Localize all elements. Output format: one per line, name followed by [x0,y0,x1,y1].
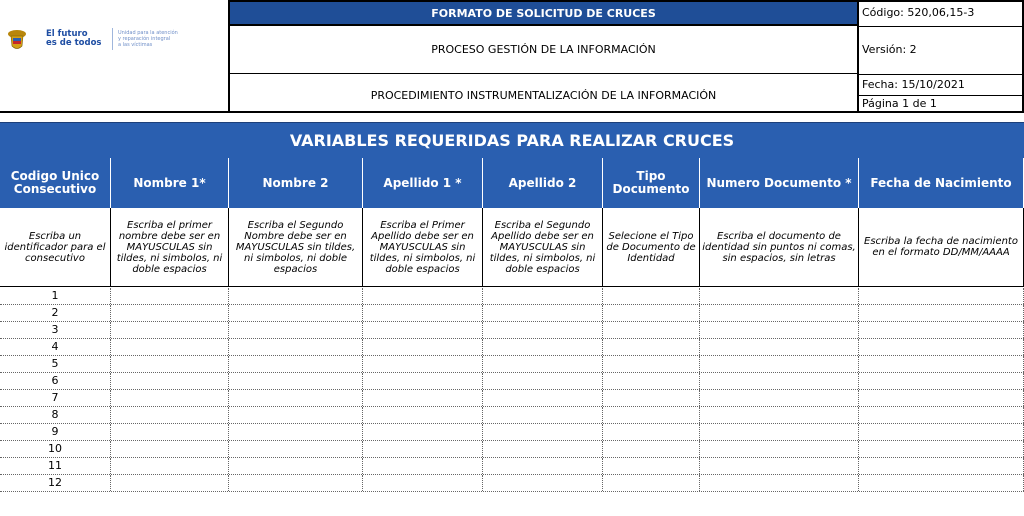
table-cell[interactable] [229,407,363,423]
table-cell[interactable] [229,441,363,457]
table-cell[interactable] [483,458,603,474]
table-cell[interactable] [229,339,363,355]
logo-slogan-line2: es de todos [46,38,102,48]
page-field: Página 1 de 1 [857,95,1024,113]
column-description-6: Selecione el Tipo de Documento de Identidad [603,208,700,287]
table-cell[interactable] [603,441,700,457]
table-cell[interactable] [700,322,859,338]
table-cell[interactable] [229,305,363,321]
table-cell[interactable] [483,373,603,389]
row-number-cell[interactable]: 9 [0,424,111,440]
process-name: PROCESO GESTIÓN DE LA INFORMACIÓN [228,26,857,74]
table-cell[interactable] [483,424,603,440]
table-cell[interactable] [859,407,1024,423]
table-cell[interactable] [700,305,859,321]
table-cell[interactable] [111,475,229,491]
table-row [0,407,1024,424]
table-cell[interactable] [111,390,229,406]
table-cell[interactable] [111,458,229,474]
column-description-2: Escriba el primer nombre debe ser en MAYUSCULAS sin tildes, ni simbolos, ni doble espacios [111,208,229,287]
table-cell[interactable] [111,441,229,457]
date-field: Fecha: 15/10/2021 [857,74,1024,95]
table-cell[interactable] [363,305,483,321]
table-row [0,339,1024,356]
column-description-3: Escriba el Segundo Nombre debe ser en MAYUSCULAS sin tildes, ni simbolos, ni doble espacios [229,208,363,287]
row-number-cell[interactable]: 1 [0,288,111,304]
column-header-8: Fecha de Nacimiento [859,158,1024,208]
column-header-4: Apellido 1 * [363,158,483,208]
table-cell[interactable] [603,339,700,355]
logo-slogan-line1: El futuro [46,29,88,39]
row-number-cell[interactable]: 10 [0,441,111,457]
table-cell[interactable] [229,373,363,389]
column-description-1: Escriba un identificador para el consecutivo [0,208,111,287]
column-header-5: Apellido 2 [483,158,603,208]
table-cell[interactable] [483,288,603,304]
table-cell[interactable] [603,373,700,389]
table-row [0,424,1024,441]
table-cell[interactable] [111,339,229,355]
table-cell[interactable] [603,458,700,474]
table-cell[interactable] [700,458,859,474]
table-cell[interactable] [363,390,483,406]
logo-unit-line2: y reparación integral [118,36,171,42]
table-cell[interactable] [229,322,363,338]
table-cell[interactable] [229,475,363,491]
logo-block [0,0,228,113]
table-cell[interactable] [483,322,603,338]
row-number-cell[interactable]: 2 [0,305,111,321]
row-number-cell[interactable]: 8 [0,407,111,423]
table-cell[interactable] [229,424,363,440]
column-header-3: Nombre 2 [229,158,363,208]
table-cell[interactable] [363,322,483,338]
table-cell[interactable] [859,390,1024,406]
table-cell[interactable] [363,356,483,372]
logo-slogan [46,30,101,48]
table-cell[interactable] [483,339,603,355]
table-row [0,288,1024,305]
column-description-8: Escriba la fecha de nacimiento en el formato DD/MM/AAAA [859,208,1024,287]
table-cell[interactable] [859,305,1024,321]
table-cell[interactable] [229,390,363,406]
table-cell[interactable] [700,339,859,355]
column-description-4: Escriba el Primer Apellido debe ser en MAYUSCULAS sin tildes, ni simbolos, ni doble espacios [363,208,483,287]
table-cell[interactable] [483,356,603,372]
table-cell[interactable] [229,458,363,474]
table-cell[interactable] [859,475,1024,491]
table-cell[interactable] [859,356,1024,372]
table-cell[interactable] [603,424,700,440]
table-cell[interactable] [700,407,859,423]
colombia-coat-of-arms-icon [6,28,28,52]
table-cell[interactable] [603,390,700,406]
table-cell[interactable] [859,441,1024,457]
row-number-cell[interactable]: 7 [0,390,111,406]
table-cell[interactable] [111,356,229,372]
table-cell[interactable] [111,322,229,338]
column-header-1: Codigo Unico Consecutivo [0,158,111,208]
table-row [0,390,1024,407]
table-cell[interactable] [363,441,483,457]
table-cell[interactable] [700,424,859,440]
table-cell[interactable] [483,475,603,491]
logo-unit-name [118,30,178,48]
table-cell[interactable] [363,373,483,389]
table-cell[interactable] [363,407,483,423]
logo-unit-line3: a las víctimas [118,42,153,48]
column-description-5: Escriba el Segundo Apellido debe ser en MAYUSCULAS sin tildes, ni simbolos, ni doble espacios [483,208,603,287]
table-row [0,475,1024,492]
table-cell[interactable] [603,475,700,491]
table-cell[interactable] [111,305,229,321]
table-cell[interactable] [483,441,603,457]
table-cell[interactable] [229,356,363,372]
table-row [0,356,1024,373]
table-cell[interactable] [603,322,700,338]
table-cell[interactable] [700,475,859,491]
table-cell[interactable] [603,356,700,372]
table-cell[interactable] [363,288,483,304]
table-cell[interactable] [859,288,1024,304]
table-cell[interactable] [229,288,363,304]
variables-title: VARIABLES REQUERIDAS PARA REALIZAR CRUCES [0,122,1024,158]
table-cell[interactable] [111,424,229,440]
table-cell[interactable] [111,373,229,389]
table-cell[interactable] [859,373,1024,389]
table-row [0,322,1024,339]
table-cell[interactable] [859,424,1024,440]
code-field: Código: 520,06,15-3 [857,0,1024,26]
document-header [0,0,1024,113]
table-cell[interactable] [363,458,483,474]
table-cell[interactable] [859,339,1024,355]
table-row [0,373,1024,390]
table-cell[interactable] [700,356,859,372]
row-number-cell[interactable]: 5 [0,356,111,372]
table-cell[interactable] [700,373,859,389]
table-cell[interactable] [700,288,859,304]
table-cell[interactable] [363,424,483,440]
column-header-6: Tipo Documento [603,158,700,208]
table-cell[interactable] [483,390,603,406]
column-description-7: Escriba el documento de identidad sin puntos ni comas, sin espacios, sin letras [700,208,859,287]
row-number-cell[interactable]: 4 [0,339,111,355]
row-number-cell[interactable]: 3 [0,322,111,338]
table-row [0,458,1024,475]
procedure-name: PROCEDIMIENTO INSTRUMENTALIZACIÓN DE LA INFORMACIÓN [228,74,857,113]
table-cell[interactable] [483,305,603,321]
form-title: FORMATO DE SOLICITUD DE CRUCES [228,0,857,26]
logo-unit-line1: Unidad para la atención [118,30,178,36]
table-cell[interactable] [111,407,229,423]
table-cell[interactable] [700,441,859,457]
logo-divider [112,28,113,50]
table-cell[interactable] [111,288,229,304]
table-cell[interactable] [700,390,859,406]
table-cell[interactable] [603,407,700,423]
table-cell[interactable] [603,288,700,304]
table-row [0,441,1024,458]
table-cell[interactable] [603,305,700,321]
row-number-cell[interactable]: 12 [0,475,111,491]
row-number-cell[interactable]: 6 [0,373,111,389]
table-cell[interactable] [363,339,483,355]
column-header-2: Nombre 1* [111,158,229,208]
table-row [0,305,1024,322]
column-header-7: Numero Documento * [700,158,859,208]
version-field: Versión: 2 [857,26,1024,74]
table-cell[interactable] [363,475,483,491]
table-cell[interactable] [859,322,1024,338]
table-cell[interactable] [859,458,1024,474]
row-number-cell[interactable]: 11 [0,458,111,474]
table-cell[interactable] [483,407,603,423]
